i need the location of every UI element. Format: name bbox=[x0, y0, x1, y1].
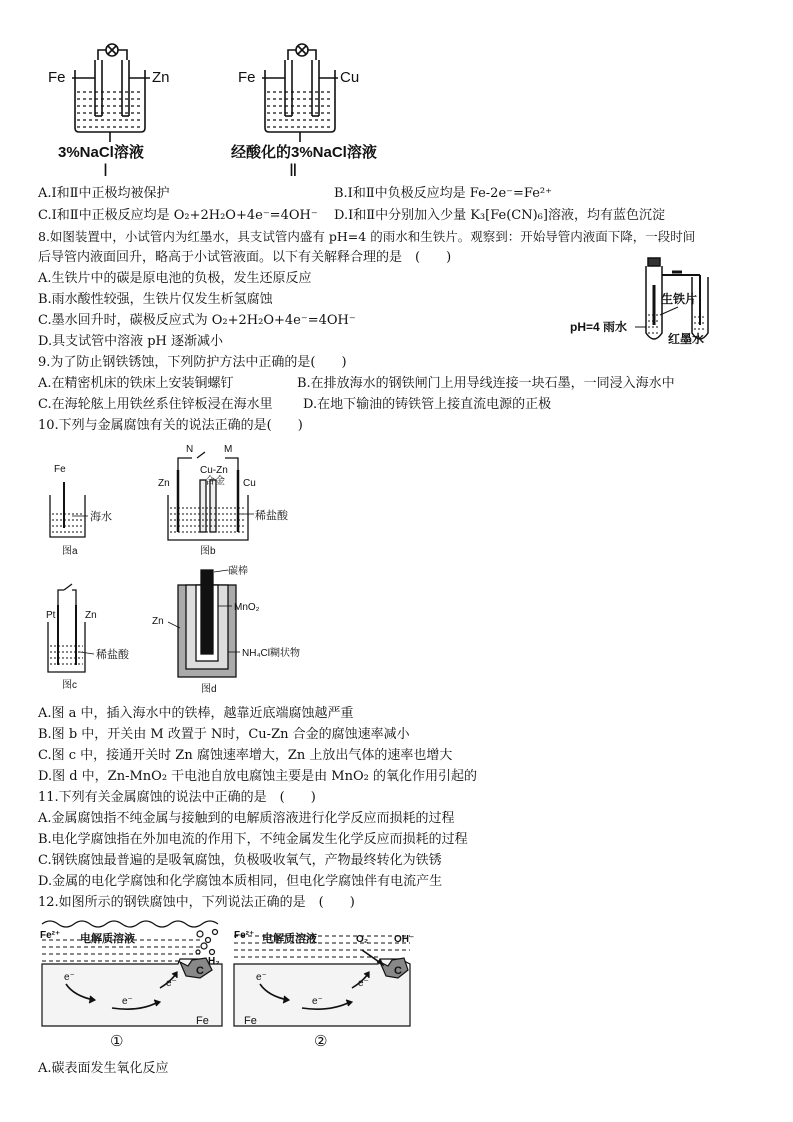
q12-fig2-fe2: Fe²⁺ bbox=[234, 930, 255, 941]
q10-fig-b-n: N bbox=[186, 444, 194, 455]
q8-apparatus-figure bbox=[560, 255, 730, 350]
cell-i-roman: Ⅰ bbox=[103, 161, 109, 180]
q10-fig-d-zn: Zn bbox=[152, 616, 164, 627]
q7-option-c: C.Ⅰ和Ⅱ中正极反应均是 O₂+2H₂O+4e⁻=4OH⁻ bbox=[38, 208, 318, 223]
q10-option-c: C.图 c 中，接通开关时 Zn 腐蚀速率增大，Zn 上放出气体的速率也增大 bbox=[38, 748, 453, 763]
q12-fig2-e2: e⁻ bbox=[312, 996, 323, 1007]
q11-option-d: D.金属的电化学腐蚀和化学腐蚀本质相同，但电化学腐蚀伴有电流产生 bbox=[38, 874, 443, 889]
q10-fig-b-acid: 稀盐酸 bbox=[255, 510, 288, 522]
q10-fig-b-m: M bbox=[224, 444, 233, 455]
cell-i-solution-label: 3%NaCl溶液 bbox=[58, 144, 144, 161]
q12-fig2-e3: e⁻ bbox=[358, 978, 369, 989]
q10-fig-b-zn: Zn bbox=[158, 478, 170, 489]
q12-fig2-number: ② bbox=[314, 1033, 328, 1050]
q12-fig1-e1: e⁻ bbox=[64, 972, 75, 983]
q8-stem-line1: 8.如图装置中，小试管内为红墨水，具支试管内盛有 pH=4 的雨水和生铁片。观察到：开始导管内液面下降，一段时间 bbox=[38, 229, 696, 244]
q10-fig-c-caption: 图c bbox=[62, 680, 77, 691]
q8-option-c: C.墨水回升时，碳极反应式为 O₂+2H₂O+4e⁻=4OH⁻ bbox=[38, 313, 356, 328]
q10-fig-c-acid: 稀盐酸 bbox=[96, 649, 129, 661]
q10-fig-b-alloy2: 合金 bbox=[205, 476, 225, 487]
q10-fig-a bbox=[50, 482, 88, 537]
q12-figures bbox=[0, 914, 793, 1054]
q8-stem-line2: 后导管内液面回升，略高于小试管液面。以下有关解释合理的是 ( ) bbox=[38, 250, 452, 265]
cell-ii-diagram bbox=[262, 44, 338, 142]
q9-option-b: B.在排放海水的钢铁闸门上用导线连接一块石墨，一同浸入海水中 bbox=[297, 376, 675, 391]
q10-fig-c bbox=[48, 584, 94, 672]
q9-option-d: D.在地下输油的铸铁管上接直流电源的正极 bbox=[303, 397, 552, 412]
q10-fig-d-paste: NH₄Cl糊状物 bbox=[242, 648, 300, 659]
q10-option-a: A.图 a 中，插入海水中的铁棒，越靠近底端腐蚀越严重 bbox=[38, 706, 354, 721]
q7-option-b: B.Ⅰ和Ⅱ中负极反应均是 Fe-2e⁻=Fe²⁺ bbox=[334, 186, 552, 201]
q9-option-a: A.在精密机床的铁床上安装铜螺钉 bbox=[38, 376, 234, 391]
q12-stem: 12.如图所示的钢铁腐蚀中，下列说法正确的是 ( ) bbox=[38, 895, 355, 910]
q10-fig-a-fe: Fe bbox=[54, 464, 66, 475]
cell-ii-solution-label: 经酸化的3%NaCl溶液 bbox=[231, 144, 377, 161]
q11-option-c: C.钢铁腐蚀最普遍的是吸氧腐蚀，负极吸收氧气，产物最终转化为铁锈 bbox=[38, 853, 442, 868]
q7-option-a: A.Ⅰ和Ⅱ中正极均被保护 bbox=[38, 186, 170, 201]
q12-fig1-e2: e⁻ bbox=[122, 996, 133, 1007]
cell-i-left-label: Fe bbox=[48, 69, 66, 86]
q10-stem: 10.下列与金属腐蚀有关的说法正确的是( ) bbox=[38, 418, 303, 433]
q12-fig2-c: C bbox=[394, 965, 402, 977]
q10-fig-d bbox=[168, 570, 240, 677]
q10-fig-b-caption: 图b bbox=[200, 546, 216, 557]
q11-option-a: A.金属腐蚀指不纯金属与接触到的电解质溶液进行化学反应而损耗的过程 bbox=[38, 811, 455, 826]
cell-i-right-label: Zn bbox=[152, 69, 170, 86]
q11-stem: 11.下列有关金属腐蚀的说法中正确的是 ( ) bbox=[38, 790, 316, 805]
cell-ii-roman: Ⅱ bbox=[289, 161, 298, 180]
q10-fig-c-zn: Zn bbox=[85, 610, 97, 621]
q8-option-d: D.具支试管中溶液 pH 逐渐减小 bbox=[38, 334, 224, 349]
q12-fig2-solution: 电解质溶液 bbox=[262, 933, 317, 945]
q7-option-d: D.Ⅰ和Ⅱ中分别加入少量 K₃[Fe(CN)₆]溶液，均有蓝色沉淀 bbox=[334, 208, 665, 223]
q8-fig-ink-label: 红墨水 bbox=[668, 332, 705, 346]
q9-option-c: C.在海轮舷上用铁丝系住锌板浸在海水里 bbox=[38, 397, 273, 412]
q9-stem: 9.为了防止钢铁锈蚀，下列防护方法中正确的是( ) bbox=[38, 355, 347, 370]
q12-fig1-c: C bbox=[196, 965, 204, 977]
q10-fig-d-caption: 图d bbox=[201, 684, 217, 695]
q12-fig1-fe: Fe bbox=[196, 1015, 209, 1027]
q10-option-b: B.图 b 中，开关由 M 改置于 N时，Cu-Zn 合金的腐蚀速率减小 bbox=[38, 727, 410, 742]
q12-option-a: A.碳表面发生氧化反应 bbox=[38, 1061, 169, 1076]
q12-fig1-solution: 电解质溶液 bbox=[80, 933, 135, 945]
q10-fig-b-cu: Cu bbox=[243, 478, 256, 489]
q8-fig-iron-label: 生铁片 bbox=[661, 292, 698, 306]
q10-option-d: D.图 d 中，Zn-MnO₂ 干电池自放电腐蚀主要是由 MnO₂ 的氧化作用引起的 bbox=[38, 769, 477, 784]
q12-fig1-e3: e⁻ bbox=[166, 978, 177, 989]
q12-fig1-fe2: Fe²⁺ bbox=[40, 930, 61, 941]
q12-fig1-number: ① bbox=[110, 1033, 124, 1050]
q12-fig2-fe: Fe bbox=[244, 1015, 257, 1027]
q10-fig-d-rod: 碳棒 bbox=[228, 566, 248, 577]
q10-fig-a-caption: 图a bbox=[62, 546, 78, 557]
q10-fig-b-alloy1: Cu-Zn bbox=[200, 465, 228, 476]
cell-ii-left-label: Fe bbox=[238, 69, 256, 86]
cell-ii-right-label: Cu bbox=[340, 69, 360, 86]
q8-fig-rain-label: pH=4 雨水 bbox=[570, 320, 628, 334]
cell-i-diagram bbox=[72, 44, 150, 142]
figure-cells-i-ii bbox=[0, 0, 793, 180]
q10-fig-c-pt: Pt bbox=[46, 610, 56, 621]
q11-option-b: B.电化学腐蚀指在外加电流的作用下，不纯金属发生化学反应而损耗的过程 bbox=[38, 832, 468, 847]
q8-option-b: B.雨水酸性较强，生铁片仅发生析氢腐蚀 bbox=[38, 292, 273, 307]
q12-fig2-o2: O₂ bbox=[356, 934, 369, 945]
q10-fig-a-water: 海水 bbox=[90, 511, 112, 523]
q10-figures bbox=[0, 440, 793, 702]
q12-fig2-e1: e⁻ bbox=[256, 972, 267, 983]
q12-fig2-oh: OH⁻ bbox=[394, 934, 415, 945]
q12-fig1-h2: H₂ bbox=[208, 956, 220, 967]
q10-fig-d-mno2: MnO₂ bbox=[234, 602, 260, 613]
q8-option-a: A.生铁片中的碳是原电池的负极，发生还原反应 bbox=[38, 271, 312, 286]
